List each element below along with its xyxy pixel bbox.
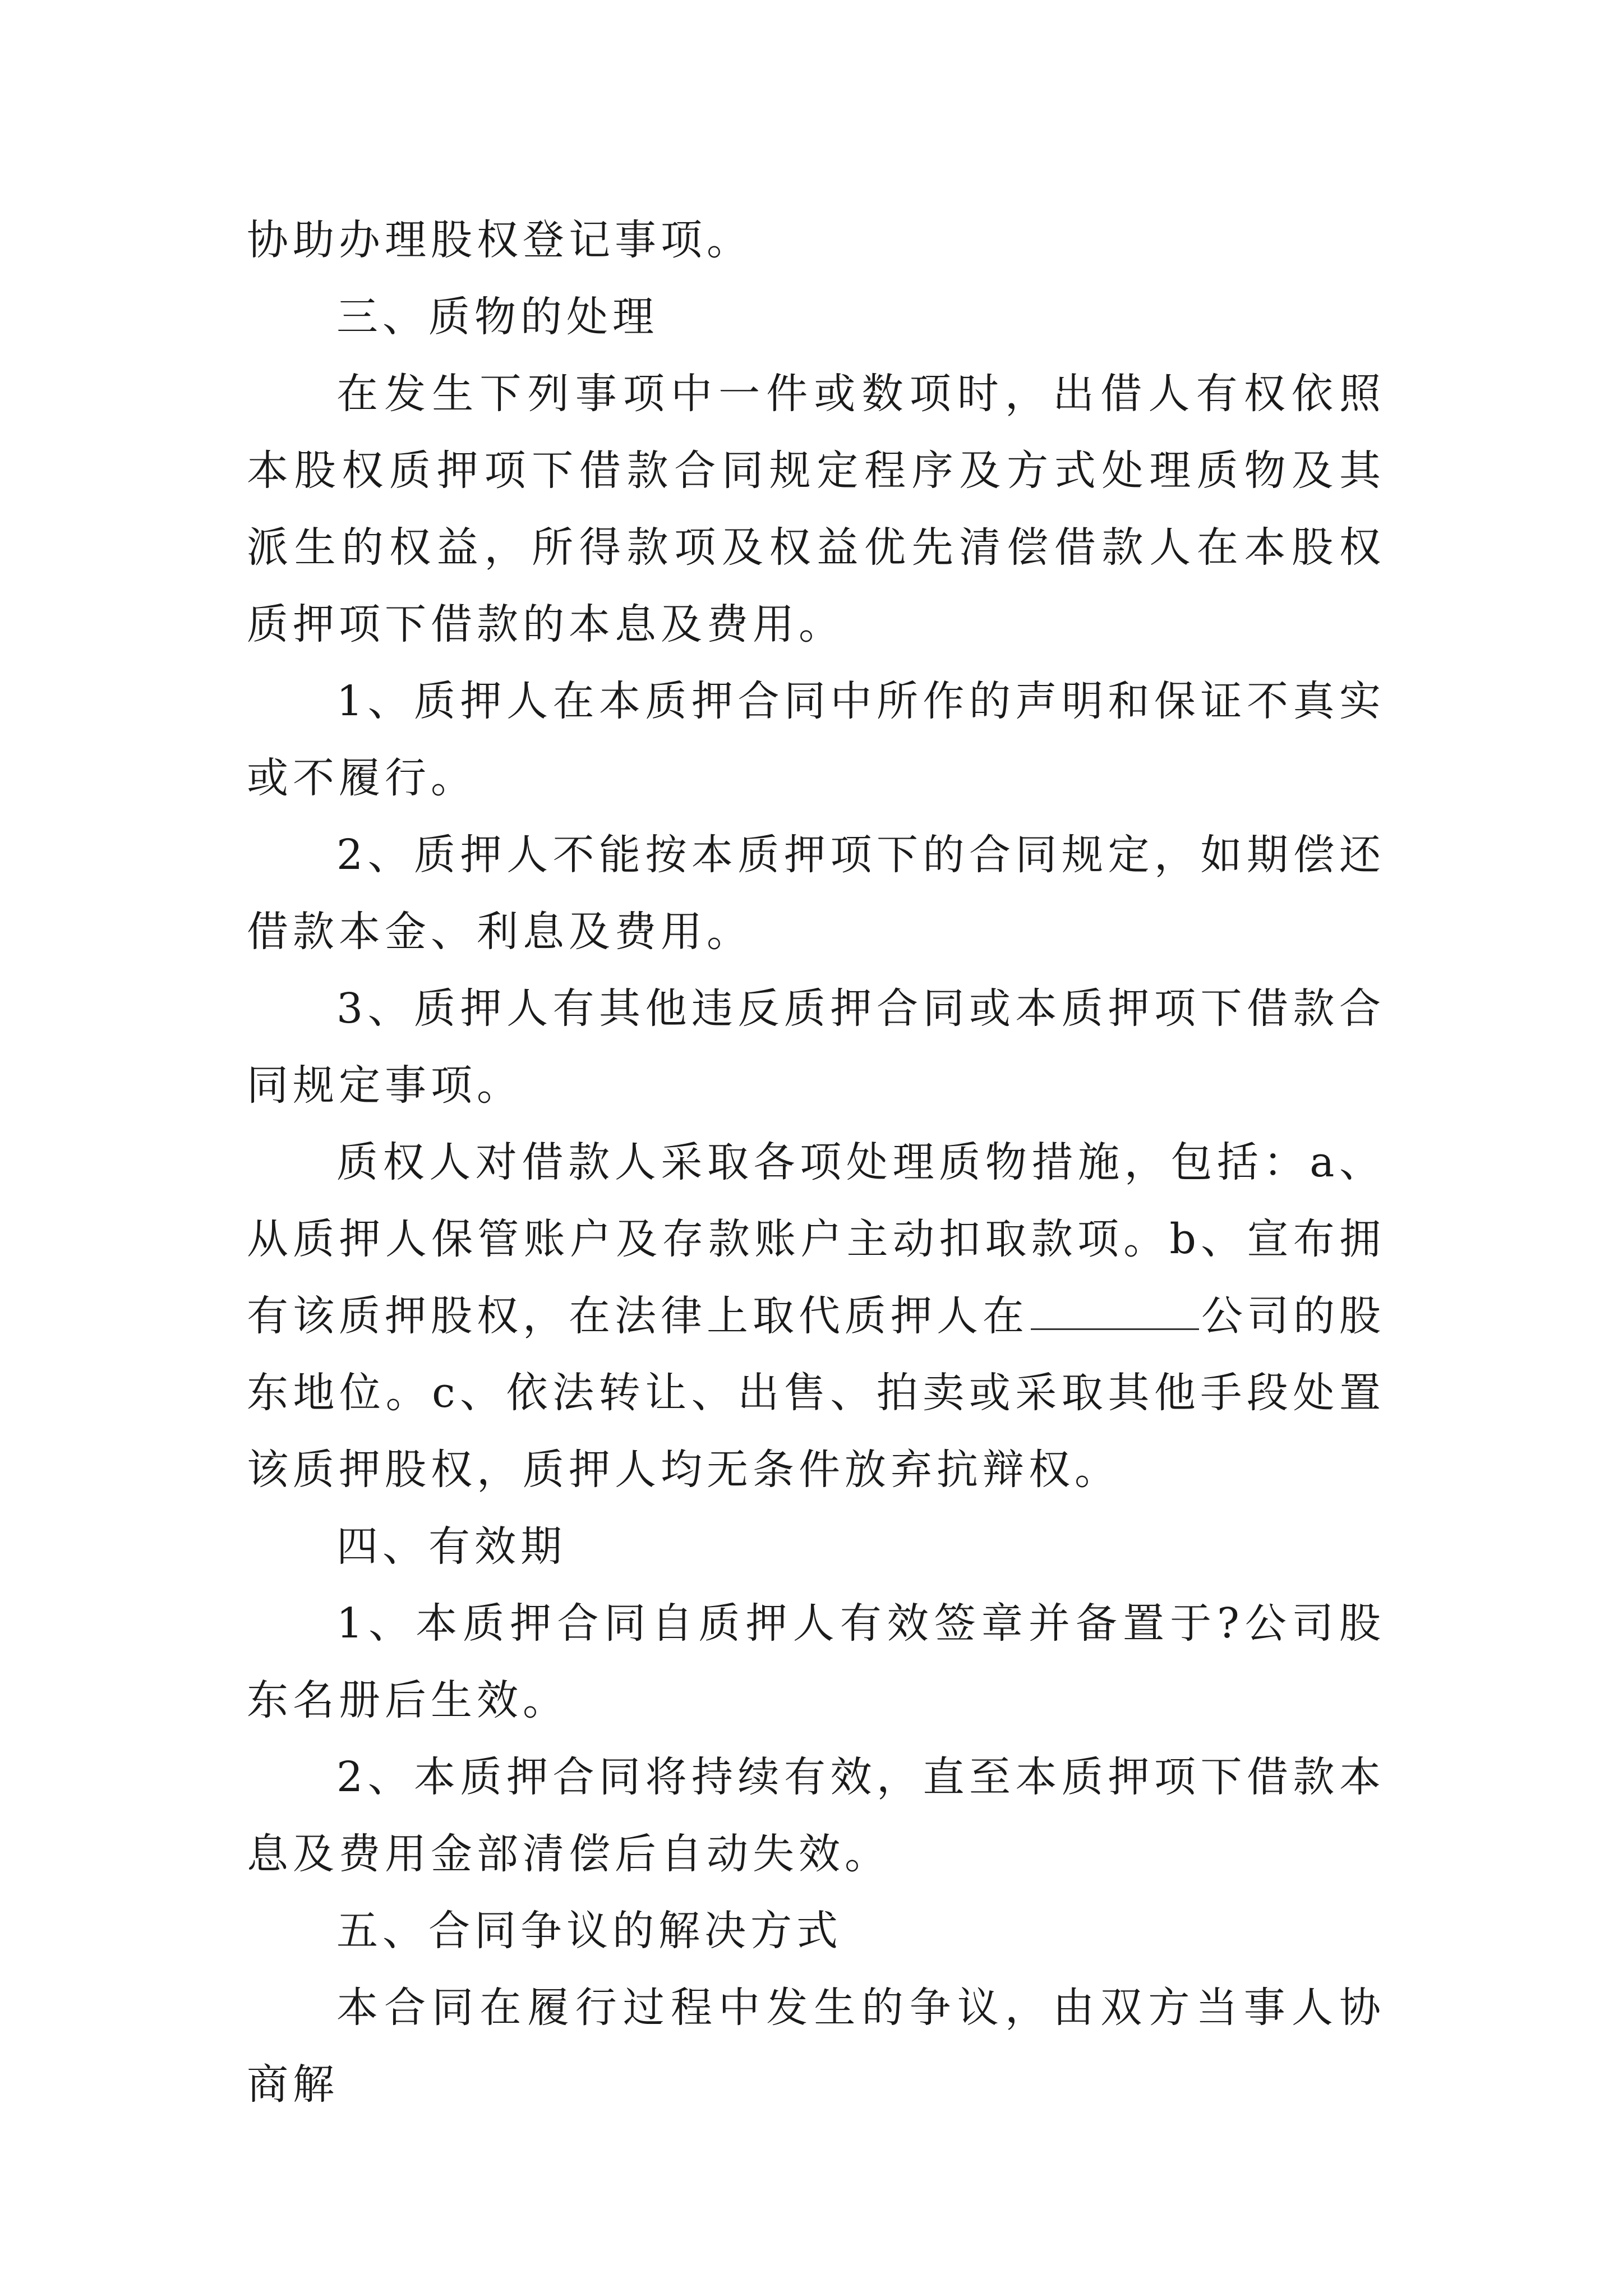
- list-item-1: 1、质押人在本质押合同中所作的声明和保证不真实或不履行。: [247, 677, 1385, 802]
- list-item-2: 2、质押人不能按本质押项下的合同规定，如期偿还借款本金、利息及费用。: [247, 831, 1385, 956]
- validity-item-1: 1、本质押合同自质押人有效签章并备置于?公司股东名册后生效。: [247, 1599, 1385, 1724]
- measures-text-part1: 质权人对借款人采取各项处理质物措施，包括：a、从质押人保管账户及存款账户主动扣取款项。b、宣布拥有该质押股权，在法律上取代质押人在: [247, 1138, 1385, 1340]
- measures-text-part2: 公司的股东地位。c、依法转让、出售、拍卖或采取其他手段处置该质押股权，质押人均无条件放弃抗辩权。: [247, 1292, 1385, 1494]
- list-item-3: 3、质押人有其他违反质押合同或本质押项下借款合同规定事项。: [247, 984, 1385, 1110]
- paragraph-continuation: 协助办理股权登记事项。: [247, 216, 753, 264]
- validity-item-2: 2、本质押合同将持续有效，直至本质押项下借款本息及费用金部清偿后自动失效。: [247, 1753, 1385, 1878]
- paragraph-disposal-intro: 在发生下列事项中一件或数项时，出借人有权依照本股权质押项下借款合同规定程序及方式处理质物及其派生的权益，所得款项及权益优先清偿借款人在本股权质押项下借款的本息及费用。: [247, 370, 1385, 648]
- section-heading-5: 五、合同争议的解决方式: [336, 1907, 842, 1955]
- paragraph-dispute: 本合同在履行过程中发生的争议，由双方当事人协商解: [247, 1984, 1385, 2109]
- blank-company-name: [1031, 1295, 1199, 1330]
- section-heading-4: 四、有效期: [336, 1522, 566, 1571]
- section-heading-3: 三、质物的处理: [336, 293, 658, 341]
- document-body: [247, 202, 1385, 2123]
- paragraph-measures: [247, 1124, 1385, 1508]
